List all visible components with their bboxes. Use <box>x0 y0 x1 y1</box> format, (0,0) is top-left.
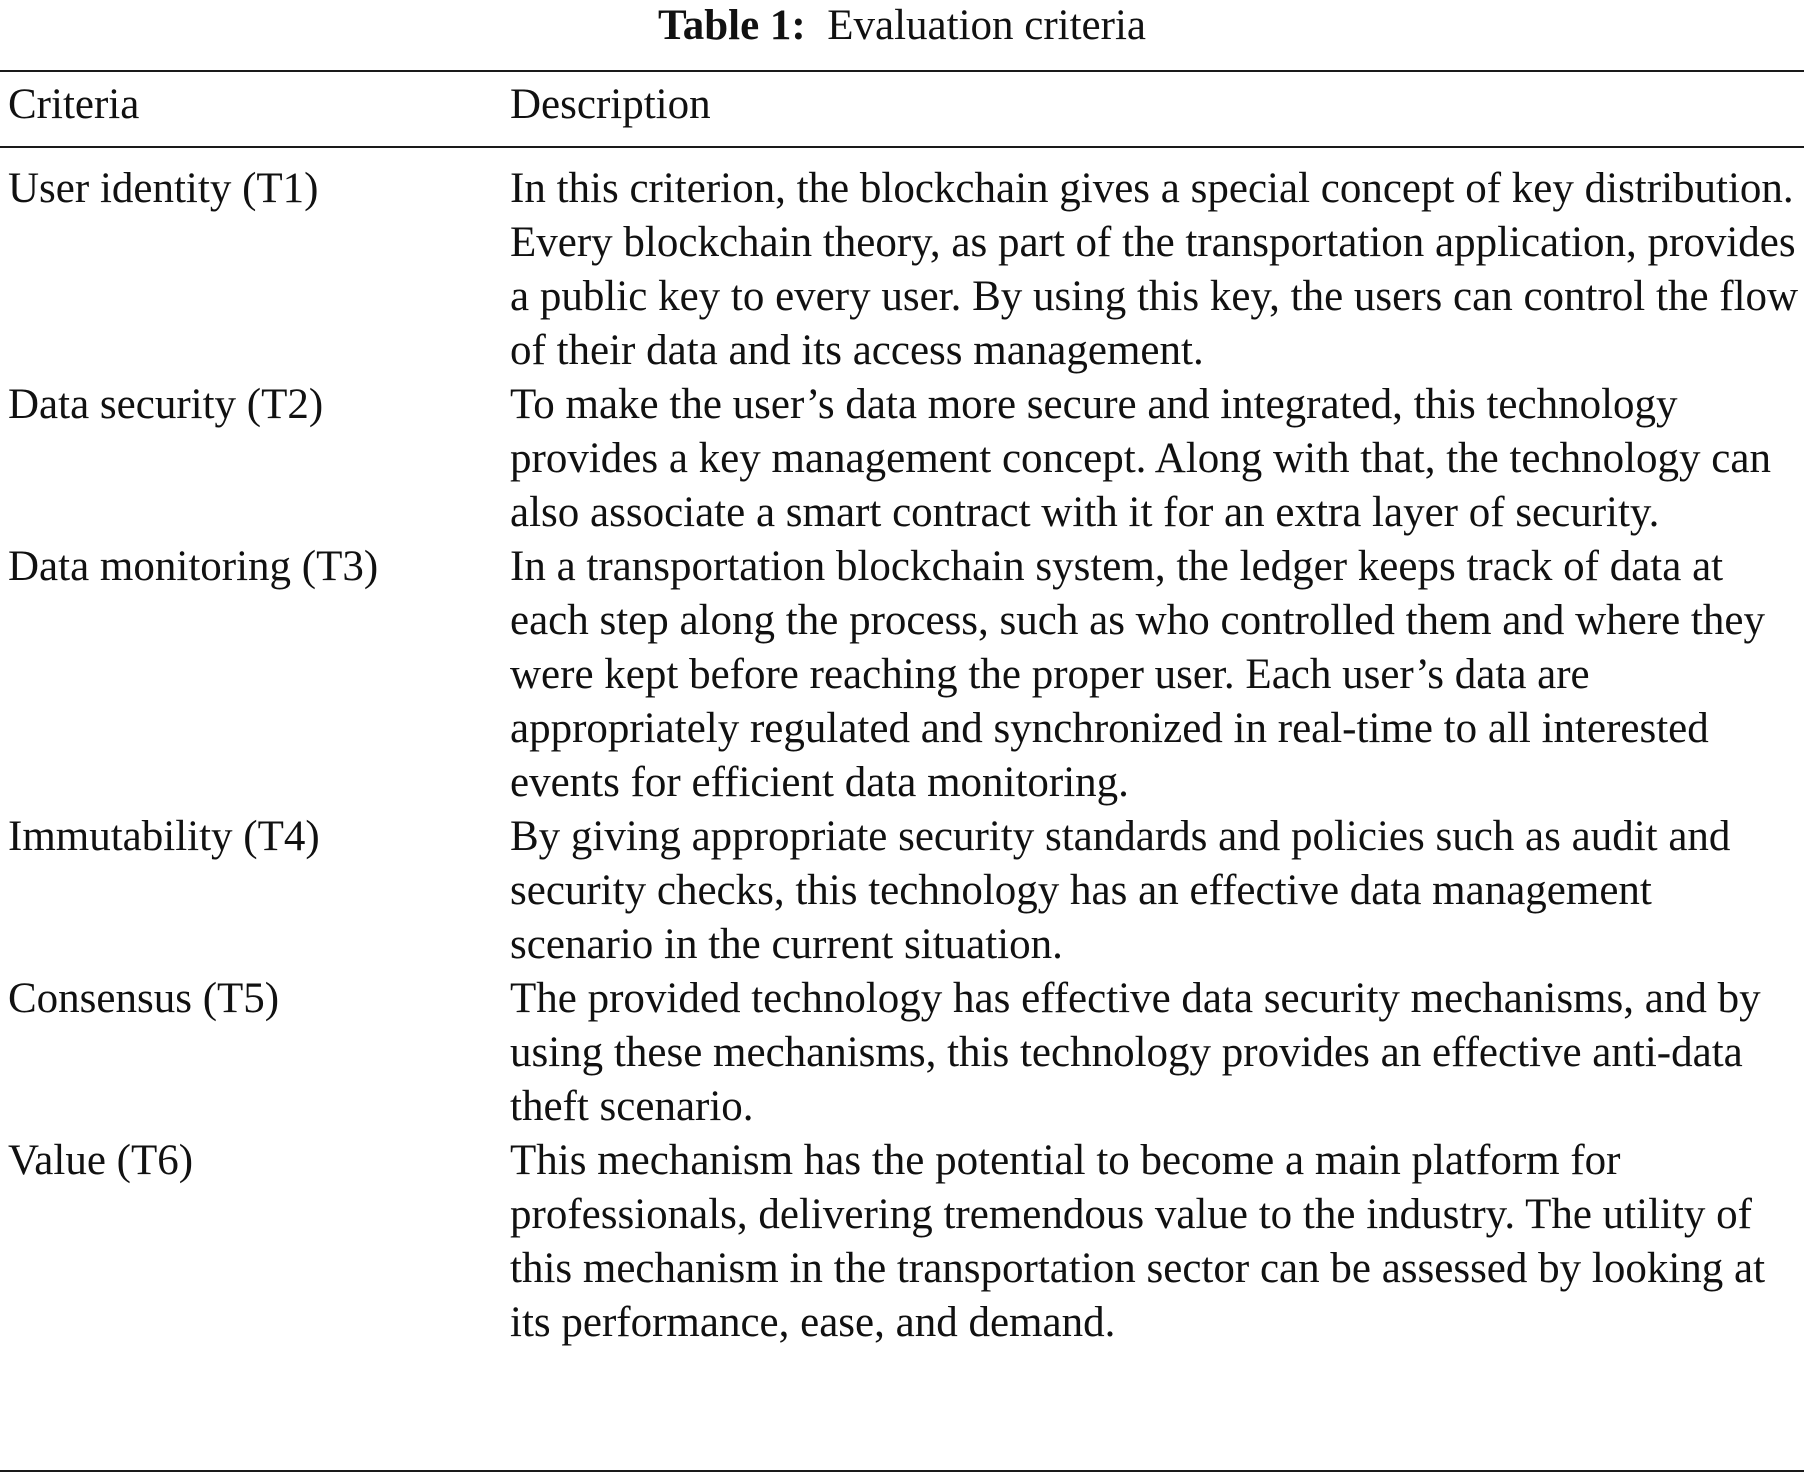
table-bottom-rule <box>0 1470 1804 1472</box>
criteria-cell: Value (T6) <box>8 1137 194 1184</box>
table-row <box>0 378 1804 540</box>
criteria-cell: Data monitoring (T3) <box>8 543 379 590</box>
table-caption <box>0 0 1804 56</box>
column-header-description: Description <box>510 81 711 128</box>
description-cell: This mechanism has the potential to become a main platform for professionals, delivering tremendous value to the industry. The utility of this mechanism in the transportation sector can be assessed by looking at its performance, ease, and demand. <box>510 1137 1766 1346</box>
table-caption-label: Table 1: <box>657 2 806 49</box>
table-row <box>0 540 1804 810</box>
criteria-cell: User identity (T1) <box>8 165 319 212</box>
description-cell: To make the user’s data more secure and integrated, this technology provides a key management concept. Along with that, the technology can also associate a smart contract with it for an extra layer of security. <box>510 381 1771 536</box>
table-row <box>0 146 1804 378</box>
description-cell: In a transportation blockchain system, the ledger keeps track of data at each step along the process, such as who controlled them and where they were kept before reaching the proper user. Each user’s data are appropriately regulated and synchronized in real-time to all interested events for efficient data monitoring. <box>510 543 1765 806</box>
table-row <box>0 1134 1804 1350</box>
criteria-cell: Immutability (T4) <box>8 813 320 860</box>
table-top-rule <box>0 70 1804 72</box>
table-row <box>0 972 1804 1134</box>
description-cell: By giving appropriate security standards and policies such as audit and security checks, this technology has an effective data management scenario in the current situation. <box>510 813 1731 968</box>
table-caption-title: Evaluation criteria <box>827 2 1146 49</box>
evaluation-criteria-table <box>0 78 1804 1350</box>
table-row <box>0 810 1804 972</box>
criteria-cell: Consensus (T5) <box>8 975 280 1022</box>
description-cell: The provided technology has effective data security mechanisms, and by using these mechanisms, this technology provides an effective anti-data theft scenario. <box>510 975 1761 1130</box>
column-header-criteria: Criteria <box>8 81 140 128</box>
description-cell: In this criterion, the blockchain gives a special concept of key distribution. Every blockchain theory, as part of the transportation application, provides a public key to every user. By using this key, the users can control the flow of their data and its access management. <box>510 165 1799 374</box>
criteria-cell: Data security (T2) <box>8 381 324 428</box>
table-header-row <box>0 78 1804 146</box>
